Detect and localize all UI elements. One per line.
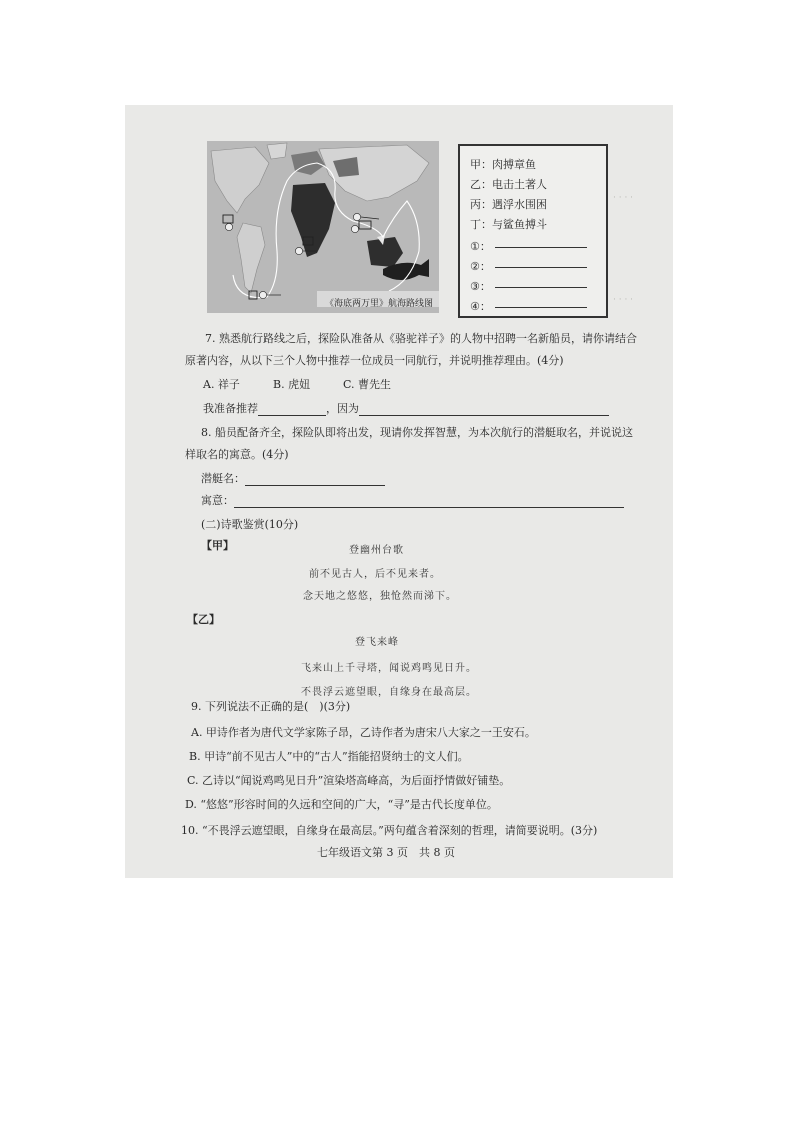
q9-option-c: C. 乙诗以“闻说鸡鸣见日升”渲染塔高峰高，为后面抒情做好铺垫。: [187, 774, 511, 787]
answer-line: [495, 247, 587, 248]
q8-meaning-label: 寓意：: [201, 494, 234, 507]
legend-item-ding: 丁：与鲨鱼搏斗: [470, 218, 547, 231]
scanned-page: [125, 105, 673, 878]
poem-b-line1: 飞来山上千寻塔，闻说鸡鸣见日升。: [301, 663, 477, 674]
poem-a-line1: 前不见古人，后不见来者。: [309, 569, 441, 580]
q7-answer-prefix: 我准备推荐: [203, 402, 258, 415]
legend-blank-4: [470, 298, 587, 314]
q7-answer-mid: ，因为: [326, 402, 359, 415]
recommend-blank[interactable]: [258, 403, 326, 416]
q7-text-line1: 7. 熟悉航行路线之后，探险队准备从《骆驼祥子》的人物中招聘一名新船员，请你请结合: [205, 332, 637, 345]
q9-option-b: B. 甲诗“前不见古人”中的“古人”指能招贤纳士的文人们。: [189, 750, 469, 763]
voyage-route-map: [207, 141, 439, 313]
q7-option-a: A. 祥子: [203, 378, 240, 391]
legend-box: [458, 144, 608, 318]
q9-option-d: D. “悠悠”形容时间的久远和空间的广大，“寻”是古代长度单位。: [185, 798, 498, 811]
q9-stem: 9. 下列说法不正确的是( )(3分): [191, 700, 351, 713]
answer-line: [495, 267, 587, 268]
poem-b-title: 登飞来峰: [355, 637, 399, 648]
q7-answer-line: [203, 401, 609, 416]
poem-b-tag: 【乙】: [187, 613, 220, 626]
submarine-name-blank[interactable]: [245, 473, 385, 486]
legend-number-3: ③：: [470, 280, 491, 293]
legend-blank-2: [470, 258, 587, 274]
poem-a-tag: 【甲】: [201, 539, 234, 552]
legend-number-2: ②：: [470, 260, 491, 273]
page-footer: 七年级语文第 3 页 共 8 页: [317, 846, 455, 859]
section-heading: (二)诗歌鉴赏(10分): [201, 518, 299, 531]
answer-line: [495, 307, 587, 308]
bleed-through: · · · ·: [613, 193, 634, 203]
q8-text-line1: 8. 船员配备齐全，探险队即将出发，现请你发挥智慧，为本次航行的潜艇取名，并说说这: [201, 426, 633, 439]
legend-item-jia: 甲：肉搏章鱼: [470, 158, 536, 171]
map-caption: 《海底两万里》航海路线图: [325, 299, 434, 309]
q10-text: 10. “不畏浮云遮望眼，自缘身在最高层。”两句蕴含着深刻的哲理，请简要说明。(3分): [181, 824, 598, 837]
legend-blank-1: [470, 238, 587, 254]
q7-option-c: C. 曹先生: [343, 378, 392, 391]
bleed-through: · · · ·: [613, 295, 634, 305]
poem-b-line2: 不畏浮云遮望眼，自缘身在最高层。: [301, 687, 477, 698]
legend-number-4: ④：: [470, 300, 491, 313]
poem-a-title: 登幽州台歌: [349, 545, 404, 556]
q8-meaning-row: [201, 493, 624, 508]
q8-name-row: [201, 471, 385, 486]
q7-text-line2: 原著内容，从以下三个人物中推荐一位成员一同航行，并说明推荐理由。(4分): [185, 354, 564, 367]
legend-number-1: ①：: [470, 240, 491, 253]
q9-option-a: A. 甲诗作者为唐代文学家陈子昂，乙诗作者为唐宋八大家之一王安石。: [191, 726, 536, 739]
q7-option-b: B. 虎妞: [273, 378, 311, 391]
answer-line: [495, 287, 587, 288]
meaning-blank[interactable]: [234, 495, 624, 508]
legend-blank-3: [470, 278, 587, 294]
q8-text-line2: 样取名的寓意。(4分): [185, 448, 289, 461]
world-map-image: [207, 141, 439, 313]
legend-item-yi: 乙：电击土著人: [470, 178, 547, 191]
q8-name-label: 潜艇名：: [201, 472, 245, 485]
poem-a-line2: 念天地之悠悠，独怆然而涕下。: [303, 591, 457, 602]
reason-blank[interactable]: [359, 403, 609, 416]
legend-item-bing: 丙：遇浮水围困: [470, 198, 547, 211]
